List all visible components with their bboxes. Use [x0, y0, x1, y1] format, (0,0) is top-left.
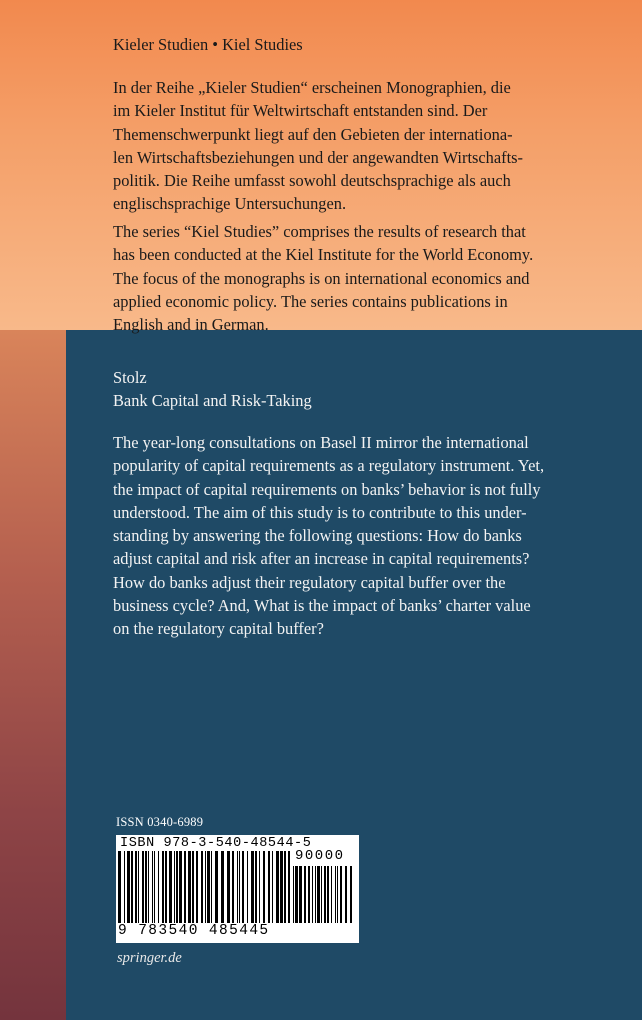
barcode-stripe	[345, 866, 347, 923]
barcode-stripe	[263, 851, 265, 923]
barcode-stripe	[179, 851, 182, 923]
barcode-stripe	[350, 866, 352, 923]
barcode-stripe	[251, 851, 254, 923]
barcode-stripe	[335, 866, 336, 923]
barcode-stripe	[293, 866, 294, 923]
ean-digits: 9 783540 485445	[118, 923, 270, 939]
barcode-stripe	[304, 866, 306, 923]
barcode-stripe	[169, 851, 172, 923]
barcode-stripe	[288, 851, 290, 923]
barcode-stripe	[215, 851, 218, 923]
barcode-stripe	[227, 851, 230, 923]
barcode-stripe	[145, 851, 147, 923]
barcode-stripe	[337, 866, 338, 923]
isbn-number: ISBN 978-3-540-48544-5	[120, 836, 312, 851]
barcode-stripe	[284, 851, 286, 923]
barcode-stripe	[142, 851, 144, 923]
barcode-stripe	[321, 866, 322, 923]
book-title: Bank Capital and Risk-Taking	[113, 391, 312, 410]
series-description-german: In der Reihe „Kieler Studien“ erscheinen Monographien, die im Kieler Institut für Weltwirtschaft entstanden sind. Der Themenschwerpunkt liegt auf den Gebieten der internationa- len Wirtschaftsbeziehungen und der angewandten Wirtschafts- politik. Die Reihe umfasst sowohl deutschsprachige als auch englischsprachige Untersuchungen.	[113, 78, 523, 214]
issn-number: ISSN 0340-6989	[116, 815, 204, 829]
barcode-stripe	[317, 866, 320, 923]
barcode-stripe	[205, 851, 206, 923]
barcode-stripe	[154, 851, 155, 923]
barcode-stripe	[158, 851, 159, 923]
barcode-stripe	[272, 851, 273, 923]
barcode-stripe	[232, 851, 234, 923]
book-abstract: The year-long consultations on Basel II mirror the international popularity of capital requirements as a regulatory instrument. Yet, the impact of capital requirements on banks’ behavior is not fully understood. The aim of this study is to contribute to this under- standing by answering the following questions: How do banks adjust capital and risk after an increase in capital requirements? How do banks adjust their regulatory capital buffer over the business cycle? And, What is the impact of banks’ charter value on the regulatory capital buffer?	[113, 433, 545, 639]
series-title: Kieler Studien • Kiel Studies	[113, 35, 303, 54]
barcode-stripe	[127, 851, 130, 923]
barcode-stripe	[174, 851, 175, 923]
barcode-stripe	[299, 866, 302, 923]
barcode-stripe	[148, 851, 149, 923]
barcode-stripe	[268, 851, 270, 923]
isbn-barcode	[116, 835, 359, 943]
barcode-stripe	[188, 851, 191, 923]
barcode-stripe	[162, 851, 164, 923]
barcode-stripe	[196, 851, 198, 923]
barcode-stripe	[138, 851, 139, 923]
barcode-stripe	[308, 866, 310, 923]
left-color-bar	[0, 330, 66, 1020]
barcode-stripe	[192, 851, 194, 923]
barcode-stripe	[131, 851, 133, 923]
barcode-stripe	[259, 851, 260, 923]
barcode-stripe	[247, 851, 248, 923]
barcode-stripe	[324, 866, 326, 923]
barcode-stripe	[201, 851, 203, 923]
barcode-stripe	[124, 851, 125, 923]
publisher-url: springer.de	[117, 950, 182, 966]
barcode-stripe	[221, 851, 224, 923]
ean-bars	[118, 851, 290, 923]
barcode-stripe	[211, 851, 212, 923]
barcode-stripe	[176, 851, 178, 923]
barcode-stripe	[165, 851, 167, 923]
barcode-stripe	[242, 851, 244, 923]
barcode-stripe	[239, 851, 240, 923]
price-code: 90000	[295, 848, 345, 864]
barcode-stripe	[255, 851, 257, 923]
barcode-stripe	[184, 851, 186, 923]
barcode-stripe	[118, 851, 121, 923]
barcode-stripe	[295, 866, 298, 923]
barcode-stripe	[315, 866, 316, 923]
series-description-english: The series “Kiel Studies” comprises the results of research that has been conducted at the Kiel Institute for the World Economy. The focus of the monographs is on international economics and applied economic policy. The series contains publications in English and in German.	[113, 222, 534, 335]
barcode-stripe	[135, 851, 137, 923]
barcode-stripe	[280, 851, 283, 923]
barcode-stripe	[207, 851, 210, 923]
barcode-stripe	[152, 851, 153, 923]
barcode-stripe	[331, 866, 332, 923]
barcode-stripe	[237, 851, 238, 923]
barcode-stripe	[276, 851, 279, 923]
addon-bars	[293, 866, 355, 923]
barcode-stripe	[340, 866, 342, 923]
barcode-stripe	[312, 866, 313, 923]
book-author: Stolz	[113, 368, 147, 387]
barcode-stripe	[327, 866, 329, 923]
